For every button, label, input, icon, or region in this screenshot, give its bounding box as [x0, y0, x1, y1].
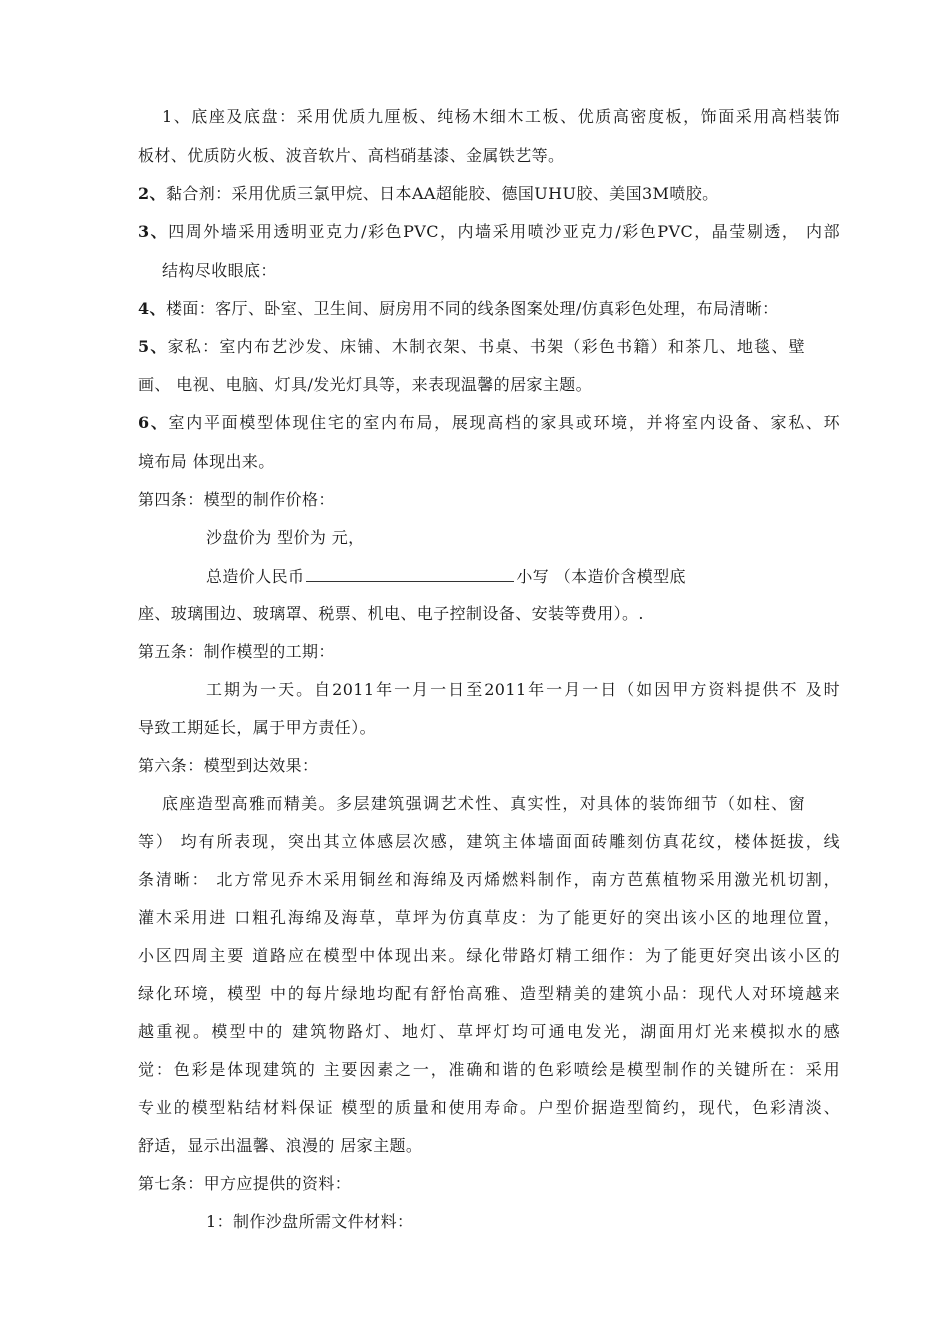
item-5-text: 家私：室内布艺沙发、床铺、木制衣架、书桌、书架（彩色书籍）和茶几、地毯、壁 [167, 337, 805, 356]
item-2 [138, 183, 840, 205]
item-2-text: 黏合剂：采用优质三氯甲烷、日本AA超能胶、德国UHU胶、美国3M喷胶。 [165, 184, 719, 203]
item-1-line-2: 板材、优质防火板、波音软片、高档硝基漆、金属铁艺等。 [138, 146, 565, 165]
article-6-heading: 第六条：模型到达效果： [138, 756, 319, 775]
article-6-line: 条清晰： 北方常见乔木采用铜丝和海绵及丙烯燃料制作，南方芭蕉植物采用激光机切割， [138, 870, 840, 889]
item-3-line-2: 结构尽收眼底： [162, 261, 277, 280]
article-6-line: 专业的模型粘结材料保证 模型的质量和使用寿命。户型价据造型简约，现代，色彩清淡、 [138, 1098, 840, 1117]
article-6-line: 底座造型高雅而精美。多层建筑强调艺术性、真实性，对具体的装饰细节（如柱、窗 [162, 794, 805, 813]
article-5-heading: 第五条：制作模型的工期： [138, 642, 335, 661]
total-price-blank [306, 565, 514, 582]
article-4-total-note: 小写 （本造价含模型底 [516, 567, 686, 586]
item-4-number: 4、 [138, 299, 166, 318]
item-6-line-2: 境布局 体现出来。 [138, 452, 275, 471]
item-4-text: 楼面：客厅、卧室、卫生间、厨房用不同的线条图案处理/仿真彩色处理，布局清晰： [165, 299, 779, 318]
article-7-heading: 第七条：甲方应提供的资料： [138, 1174, 352, 1193]
article-6-line: 绿化环境，模型 中的每片绿地均配有舒怡高雅、造型精美的建筑小品：现代人对环境越来 [138, 984, 840, 1003]
item-3-number: 3、 [138, 222, 169, 241]
article-6-line: 越重视。模型中的 建筑物路灯、地灯、草坪灯均可通电发光，湖面用灯光来模拟水的感 [138, 1022, 840, 1041]
item-3-text: 四周外墙采用透明亚克力/彩色PVC，内墙采用喷沙亚克力/彩色PVC，晶莹剔透， 内部 [168, 222, 840, 241]
article-5-line-1: 工期为一天。自2011年一月一日至2011年一月一日（如因甲方资料提供不 及时 [206, 680, 840, 699]
item-2-number: 2、 [138, 184, 166, 203]
item-1-line-1: 1、底座及底盘：采用优质九厘板、纯杨木细木工板、优质高密度板，饰面采用高档装饰 [162, 107, 840, 126]
article-6-line: 小区四周主要 道路应在模型中体现出来。绿化带路灯精工细作：为了能更好突出该小区的 [138, 946, 840, 965]
item-6-text: 室内平面模型体现住宅的室内布局，展现高档的家具或环境，并将室内设备、家私、环 [168, 413, 840, 432]
article-5-line-2: 导致工期延长，属于甲方责任）。 [138, 718, 377, 737]
item-6-line-1 [138, 412, 840, 434]
item-5-number: 5、 [138, 337, 168, 356]
item-6-number: 6、 [138, 413, 169, 432]
item-4 [138, 298, 840, 320]
article-6-line: 灌木采用进 口粗孔海绵及海草，草坪为仿真草皮：为了能更好的突出该小区的地理位置， [138, 908, 840, 927]
article-4-total-line [206, 565, 840, 588]
article-4-total-label: 总造价人民币 [206, 567, 305, 586]
article-6-line: 舒适，显示出温馨、浪漫的 居家主题。 [138, 1136, 423, 1155]
item-5-line-2: 画、 电视、电脑、灯具/发光灯具等，来表现温馨的居家主题。 [138, 375, 593, 394]
article-6-line: 等） 均有所表现，突出其立体感层次感，建筑主体墙面面砖雕刻仿真花纹，楼体挺拔，线 [138, 832, 840, 851]
article-4-price-line: 沙盘价为 型价为 元， [206, 528, 365, 547]
article-7-item-1: 1：制作沙盘所需文件材料： [206, 1212, 414, 1231]
item-5-line-1 [138, 336, 805, 358]
article-6-line: 觉：色彩是体现建筑的 主要因素之一，准确和谐的色彩喷绘是模型制作的关键所在：采用 [138, 1060, 840, 1079]
item-3-line-1 [138, 221, 840, 243]
article-4-heading: 第四条：模型的制作价格： [138, 490, 335, 509]
article-4-note-line: 座、玻璃围边、玻璃罩、税票、机电、电子控制设备、安装等费用）。. [138, 604, 644, 623]
